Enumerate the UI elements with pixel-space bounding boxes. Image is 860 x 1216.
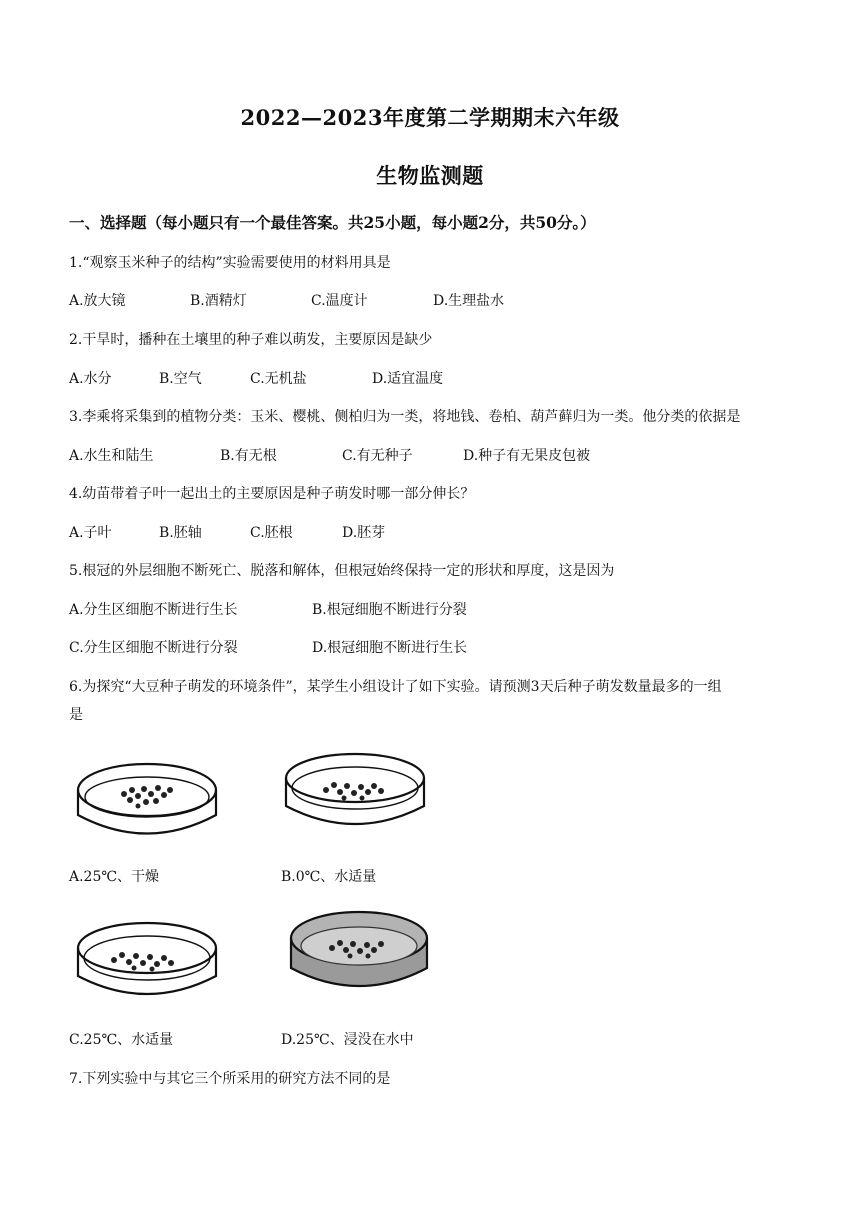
question-4-stem: 4.幼苗带着子叶一起出土的主要原因是种子萌发时哪一部分伸长？ <box>69 486 475 502</box>
question-6-option-c: C.25℃、水适量 <box>69 1032 174 1048</box>
question-7-stem: 7.下列实验中与其它三个所采用的研究方法不同的是 <box>69 1071 391 1087</box>
question-1-stem: 1.“观察玉米种子的结构”实验需要使用的材料用具是 <box>69 255 391 271</box>
question-5-option-c: C.分生区细胞不断进行分裂 <box>69 640 238 656</box>
question-1-option-c: C.温度计 <box>311 293 368 309</box>
petri-dish-a <box>74 760 220 846</box>
question-6-option-b: B.0℃、水适量 <box>281 869 377 885</box>
question-5-option-b: B.根冠细胞不断进行分裂 <box>312 602 467 618</box>
question-6-stem-continued: 是 <box>69 707 83 723</box>
question-2-option-a: A.水分 <box>69 371 112 387</box>
question-6-stem: 6.为探究“大豆种子萌发的环境条件”，某学生小组设计了如下实验。请预测3天后种子萌发数量最多的一组 <box>69 679 722 695</box>
petri-dish-d <box>286 908 432 1000</box>
question-3-option-a: A.水生和陆生 <box>69 448 154 464</box>
petri-dish-b <box>282 750 428 838</box>
question-2-stem: 2.干旱时，播种在土壤里的种子难以萌发，主要原因是缺少 <box>69 332 433 348</box>
question-2-option-d: D.适宜温度 <box>372 371 444 387</box>
question-6-option-d: D.25℃、浸没在水中 <box>281 1032 414 1048</box>
section-heading: 一、选择题（每小题只有一个最佳答案。共25小题，每小题2分，共50分。） <box>69 213 596 232</box>
question-3-option-c: C.有无种子 <box>342 448 413 464</box>
question-3-option-d: D.种子有无果皮包被 <box>463 448 591 464</box>
page-title: 2022—2023年度第二学期期末六年级 <box>240 105 620 130</box>
question-4-option-a: A.子叶 <box>69 525 112 541</box>
question-6-option-a: A.25℃、干燥 <box>69 869 160 885</box>
question-3-stem: 3.李乘将采集到的植物分类：玉米、樱桃、侧柏归为一类，将地钱、卷柏、葫芦藓归为一类。他分类的依据是 <box>69 409 741 425</box>
question-1-option-d: D.生理盐水 <box>433 293 505 309</box>
question-2-option-b: B.空气 <box>159 371 202 387</box>
petri-dish-c <box>74 918 220 1006</box>
question-1-option-b: B.酒精灯 <box>190 293 247 309</box>
question-4-option-c: C.胚根 <box>250 525 293 541</box>
question-5-option-d: D.根冠细胞不断进行生长 <box>312 640 468 656</box>
question-3-option-b: B.有无根 <box>220 448 277 464</box>
question-4-option-d: D.胚芽 <box>342 525 386 541</box>
question-2-option-c: C.无机盐 <box>250 371 307 387</box>
question-1-option-a: A.放大镜 <box>69 293 126 309</box>
question-5-option-a: A.分生区细胞不断进行生长 <box>69 602 238 618</box>
question-5-stem: 5.根冠的外层细胞不断死亡、脱落和解体，但根冠始终保持一定的形状和厚度，这是因为 <box>69 563 615 579</box>
page-subtitle: 生物监测题 <box>376 163 484 188</box>
question-4-option-b: B.胚轴 <box>159 525 202 541</box>
